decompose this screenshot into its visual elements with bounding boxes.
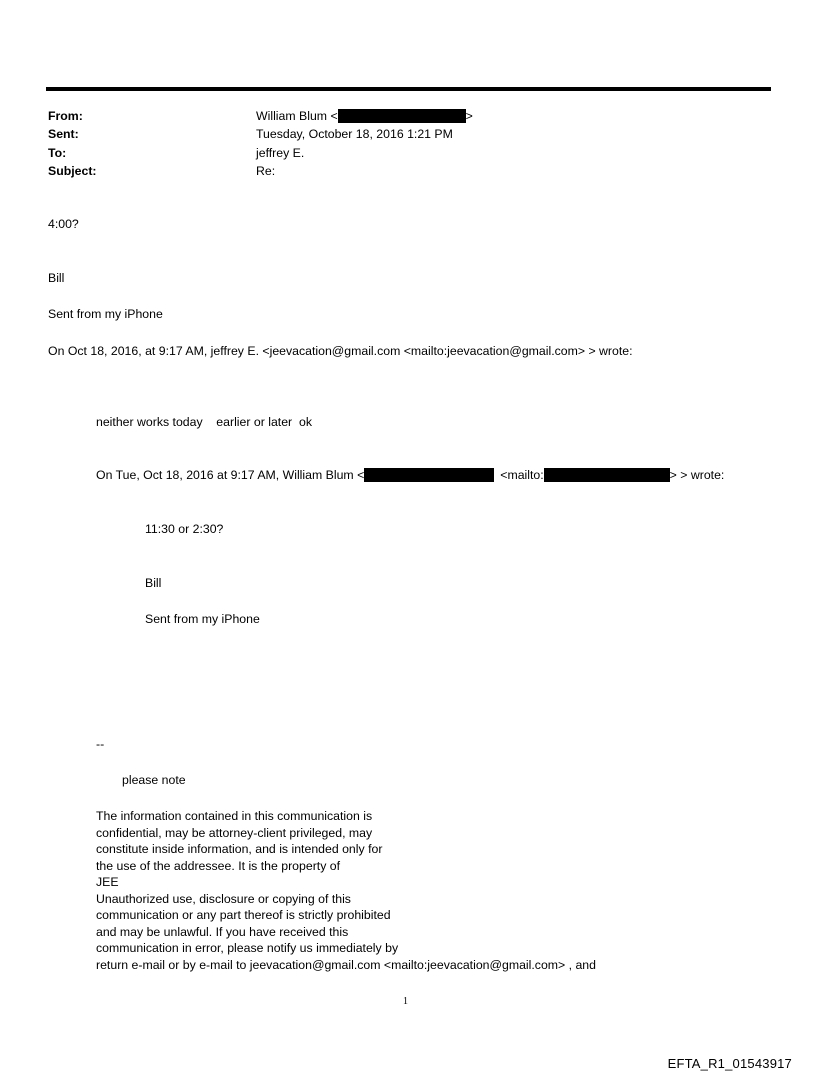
disclaimer-line: communication in error, please notify us immediately by: [96, 941, 399, 955]
disclaimer-line: confidential, may be attorney-client privileged, may: [96, 825, 373, 840]
sent-label: Sent:: [48, 127, 79, 141]
quote1-header: On Oct 18, 2016, at 9:17 AM, jeffrey E. <jeevacation@gmail.com <mailto:jeevacation@gmail.com> > wrote:: [48, 344, 633, 358]
quote2-text: 11:30 or 2:30?: [145, 522, 224, 536]
disclaimer-line: the use of the addressee. It is the property of: [96, 858, 341, 873]
subject-value: Re:: [256, 164, 276, 178]
quote2-header-end: > > wrote:: [669, 468, 725, 482]
from-value: [256, 109, 473, 124]
header-rule: [46, 87, 771, 91]
subject-label: Subject:: [48, 164, 97, 178]
quote2-mailto: <mailto:: [500, 468, 544, 482]
redaction-bar: [544, 468, 670, 482]
quote2-header: [96, 468, 724, 483]
disclaimer-text: [96, 808, 596, 973]
sent-value: Tuesday, October 18, 2016 1:21 PM: [256, 127, 453, 141]
document-id: EFTA_R1_01543917: [667, 1056, 792, 1071]
disclaimer-line: return e-mail or by e-mail to jeevacation@gmail.com <mailto:jeevacation@gmail.com> , and: [96, 957, 596, 972]
body-sent-from: Sent from my iPhone: [48, 307, 163, 321]
body-line: 4:00?: [48, 217, 79, 231]
page-number: 1: [403, 996, 408, 1007]
quote2-signature: Bill: [145, 576, 162, 590]
redaction-bar: [364, 468, 494, 482]
to-label: To:: [48, 146, 67, 160]
disclaimer-line: The information contained in this communication is: [96, 809, 373, 823]
from-name: William Blum <: [256, 109, 338, 123]
please-note: please note: [122, 773, 186, 787]
disclaimer-line: JEE: [96, 875, 119, 889]
disclaimer-line: Unauthorized use, disclosure or copying of this: [96, 891, 351, 906]
body-signature: Bill: [48, 271, 65, 285]
from-label: From:: [48, 109, 83, 123]
from-close: >: [465, 109, 473, 123]
quote2-sent-from: Sent from my iPhone: [145, 612, 260, 626]
disclaimer-line: communication or any part thereof is strictly prohibited: [96, 908, 391, 922]
disclaimer-line: constitute inside information, and is intended only for: [96, 842, 383, 856]
disclaimer-line: and may be unlawful. If you have received this: [96, 924, 349, 939]
quote1-text: neither works today earlier or later ok: [96, 415, 312, 429]
quote2-header-start: On Tue, Oct 18, 2016 at 9:17 AM, William Blum <: [96, 468, 365, 482]
to-value: jeffrey E.: [256, 146, 305, 160]
signature-separator: --: [96, 737, 105, 751]
redaction-bar: [338, 109, 466, 123]
